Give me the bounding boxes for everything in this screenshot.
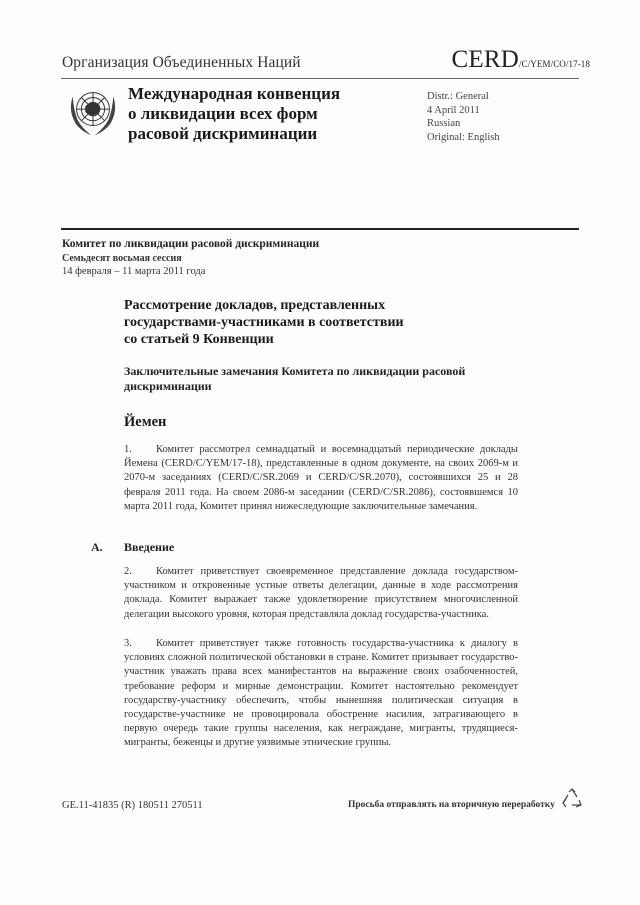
recycle-notice: Просьба отправлять на вторичную переработку <box>348 800 555 810</box>
document-symbol <box>452 46 591 74</box>
distr-original: Original: English <box>427 131 500 143</box>
document-title <box>124 297 524 348</box>
convention-title-line: Международная конвенция <box>128 84 341 103</box>
un-emblem-icon <box>64 83 122 141</box>
section-title: Введение <box>124 540 175 554</box>
organization-name: Организация Объединенных Наций <box>62 54 301 71</box>
distr-date: 4 April 2011 <box>427 104 480 116</box>
title-line: Рассмотрение докладов, представленных <box>124 298 386 313</box>
symbol-suffix: /C/YEM/CO/17-18 <box>518 59 590 69</box>
section-rule <box>61 228 579 230</box>
paragraph-text: Комитет рассмотрел семнадцатый и восемнадцатый периодические доклады Йемена (CERD/C/YEM/17-18), представленные в одном документе, на своих 2069-м и 2070-м заседаниях (CERD/C/SR.2069 и CERD/C/SR.2070), состоявшихся 25 и 28 февраля 2011 года. На своем 2086-м заседании (CERD/C/SR.2086), состоявшемся 10 марта 2011 года, Комитет принял нижеследующие заключительные замечания. <box>124 444 518 512</box>
distribution-block <box>427 90 500 144</box>
paragraph-number: 3. <box>124 638 132 649</box>
section-letter: A. <box>91 540 103 554</box>
paragraph-2 <box>124 565 518 622</box>
session-dates: 14 февраля – 11 марта 2011 года <box>62 266 206 277</box>
country-heading: Йемен <box>124 414 167 430</box>
title-line: государствами-участниками в соответствии <box>124 315 404 330</box>
convention-title-line: о ликвидации всех форм <box>128 104 318 123</box>
document-subtitle <box>124 364 524 394</box>
session-name: Семьдесят восьмая сессия <box>62 253 182 264</box>
header-rule <box>61 78 579 79</box>
committee-name: Комитет по ликвидации расовой дискриминации <box>62 238 320 250</box>
paragraph-number: 1. <box>124 444 132 455</box>
recycle-icon <box>562 788 582 810</box>
subtitle-line: Заключительные замечания Комитета по ликвидации расовой <box>124 364 466 378</box>
convention-title <box>128 84 340 144</box>
distr-language: Russian <box>427 118 461 129</box>
subtitle-line: дискриминации <box>124 379 212 393</box>
section-a-heading <box>91 540 174 555</box>
job-number: GE.11-41835 (R) 180511 270511 <box>62 800 203 811</box>
title-line: со статьей 9 Конвенции <box>124 332 274 347</box>
paragraph-1 <box>124 443 518 514</box>
paragraph-number: 2. <box>124 566 132 577</box>
convention-title-line: расовой дискриминации <box>128 124 318 143</box>
paragraph-3 <box>124 637 518 751</box>
distr-general: Distr.: General <box>427 91 489 102</box>
paragraph-text: Комитет приветствует также готовность государства-участника к диалогу в условиях сложной политической обстановки в стране. Комитет призывает государство-участник уважать права всех манифестантов на выражение своих озабоченностей, требование реформ и мирные демонстрации. Комитет настоятельно рекомендует государству-участнику обеспечить, чтобы нынешняя политическая ситуация в государстве-участнике не провоцировала обострение насилия, затрагивающего в первую очередь такие группы населения, как неграждане, мигранты, трудящиеся-мигранты, беженцы и другие уязвимые этнические группы. <box>124 638 518 749</box>
symbol-main: CERD <box>451 46 519 73</box>
paragraph-text: Комитет приветствует своевременное представление доклада государством-участником и откровенные устные ответы делегации, данные в ходе рассмотрения доклада. Комитет выражает также удовлетворение присутствием многочисленной делегации высокого уровня, которая представляла доклад государства-участника. <box>124 566 518 620</box>
